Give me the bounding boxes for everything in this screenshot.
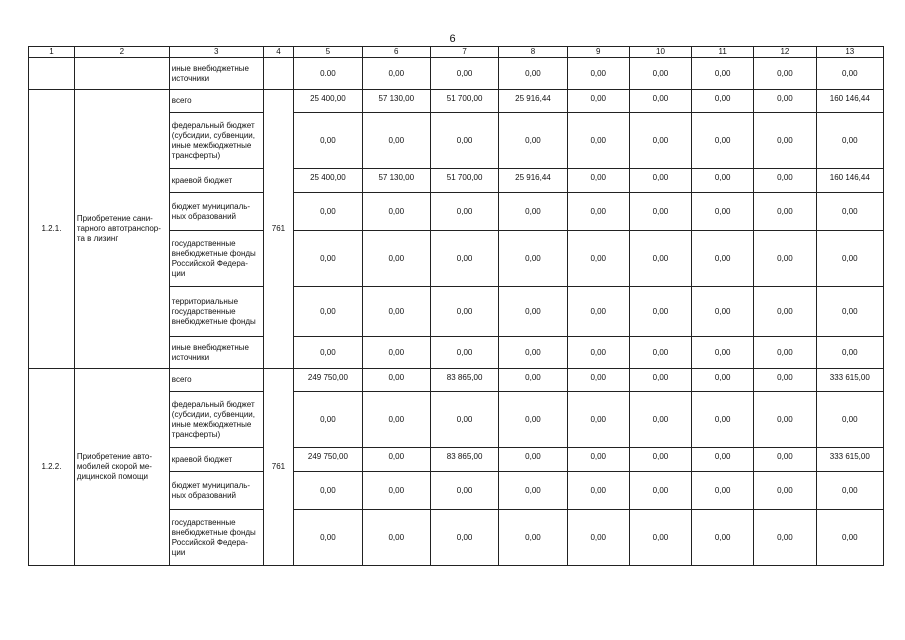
column-number: 1 [29,47,75,58]
amount-cell: 0,00 [754,472,816,510]
amount-cell: 0,00 [754,392,816,448]
column-number: 5 [294,47,362,58]
amount-cell: 0,00 [499,337,567,369]
amount-cell: 333 615,00 [816,369,883,392]
amount-cell: 0,00 [754,369,816,392]
amount-cell: 0,00 [754,231,816,287]
amount-cell: 25 400,00 [294,169,362,193]
amount-cell: 0,00 [692,337,754,369]
amount-cell: 333 615,00 [816,448,883,472]
amount-cell: 249 750,00 [294,369,362,392]
amount-cell: 0,00 [629,58,691,90]
amount-cell: 0,00 [499,369,567,392]
amount-cell: 0,00 [430,58,498,90]
amount-cell: 0,00 [692,472,754,510]
amount-cell: 0,00 [692,510,754,566]
column-number: 8 [499,47,567,58]
amount-cell: 0,00 [816,113,883,169]
amount-cell: 0,00 [692,90,754,113]
amount-cell: 0,00 [294,113,362,169]
amount-cell: 0,00 [362,448,430,472]
amount-cell: 0,00 [816,193,883,231]
amount-cell: 0,00 [816,510,883,566]
amount-cell: 0,00 [499,231,567,287]
amount-cell: 0,00 [754,287,816,337]
amount-cell: 0,00 [692,193,754,231]
amount-cell: 0,00 [362,472,430,510]
amount-cell: 0,00 [567,90,629,113]
amount-cell: 0,00 [499,392,567,448]
column-number: 6 [362,47,430,58]
amount-cell: 0,00 [362,510,430,566]
measure-name: Приобретение авто-мобилей скорой ме-дицинской помощи [74,369,169,566]
amount-cell: 0,00 [754,448,816,472]
amount-cell: 0,00 [629,169,691,193]
funding-source: территориальные государственные внебюджетные фонды [169,287,263,337]
amount-cell: 0,00 [754,193,816,231]
amount-cell: 0,00 [692,287,754,337]
funding-source: иные внебюджетные источники [169,337,263,369]
column-number: 12 [754,47,816,58]
amount-cell: 0,00 [499,113,567,169]
table-row-carry [29,58,884,90]
amount-cell: 0,00 [294,472,362,510]
amount-cell: 0,00 [362,392,430,448]
amount-cell: 0,00 [816,58,883,90]
funding-source: федеральный бюджет (субсидии, субвенции, иные межбюджетные трансферты) [169,392,263,448]
amount-cell: 0,00 [362,113,430,169]
measure-code: 1.2.2. [29,369,75,566]
amount-cell: 51 700,00 [430,169,498,193]
funding-source: всего [169,90,263,113]
amount-cell: 0,00 [816,231,883,287]
amount-cell: 0,00 [629,231,691,287]
budget-table [28,46,884,566]
amount-cell: 0,00 [499,510,567,566]
amount-cell: 0,00 [692,448,754,472]
amount-cell: 83 865,00 [430,369,498,392]
amount-cell: 0,00 [629,193,691,231]
amount-cell: 0,00 [430,231,498,287]
amount-cell: 0,00 [430,287,498,337]
amount-cell: 0,00 [754,90,816,113]
amount-cell: 0,00 [362,58,430,90]
amount-cell: 0,00 [567,510,629,566]
code-cell-empty [29,58,75,90]
amount-cell: 0,00 [692,58,754,90]
column-number: 3 [169,47,263,58]
amount-cell: 0,00 [294,231,362,287]
amount-cell: 0,00 [816,392,883,448]
amount-cell: 0,00 [754,510,816,566]
amount-cell: 0,00 [430,510,498,566]
amount-cell: 25 400,00 [294,90,362,113]
page-number: 6 [449,33,456,45]
amount-cell: 0,00 [567,58,629,90]
funding-source: всего [169,369,263,392]
column-number: 13 [816,47,883,58]
amount-cell: 0,00 [499,193,567,231]
amount-cell: 0,00 [816,472,883,510]
amount-cell: 0,00 [692,113,754,169]
amount-cell: 0,00 [430,113,498,169]
amount-cell: 0,00 [816,337,883,369]
funding-source: бюджет муниципаль-ных образований [169,193,263,231]
column-number: 11 [692,47,754,58]
amount-cell: 0,00 [430,472,498,510]
amount-cell: 0,00 [567,337,629,369]
grbs-code: 761 [263,90,294,369]
amount-cell: 25 916,44 [499,169,567,193]
amount-cell: 83 865,00 [430,448,498,472]
amount-cell: 0,00 [629,113,691,169]
amount-cell: 0,00 [567,169,629,193]
amount-cell: 0,00 [430,193,498,231]
amount-cell: 0,00 [692,231,754,287]
amount-cell: 160 146,44 [816,169,883,193]
amount-cell: 0,00 [754,58,816,90]
amount-cell: 57 130,00 [362,169,430,193]
amount-cell: 51 700,00 [430,90,498,113]
amount-cell: 0,00 [629,448,691,472]
funding-source: иные внебюджетные источники [169,58,263,90]
amount-cell: 0,00 [692,169,754,193]
amount-cell: 0,00 [362,369,430,392]
amount-cell: 57 130,00 [362,90,430,113]
amount-cell: 0,00 [567,287,629,337]
amount-cell: 0,00 [629,472,691,510]
column-number: 7 [430,47,498,58]
measure-code: 1.2.1. [29,90,75,369]
measure-name: Приобретение сани-тарного автотранспор-та в лизинг [74,90,169,369]
funding-source: краевой бюджет [169,169,263,193]
amount-cell: 0,00 [294,287,362,337]
amount-cell: 0,00 [567,369,629,392]
amount-cell: 0,00 [567,472,629,510]
amount-cell: 25 916,44 [499,90,567,113]
amount-cell: 0,00 [294,510,362,566]
funding-source: государственные внебюджетные фонды Российской Федера-ции [169,510,263,566]
amount-cell: 0,00 [567,113,629,169]
amount-cell: 0,00 [567,448,629,472]
amount-cell: 0,00 [294,392,362,448]
amount-cell: 0,00 [499,58,567,90]
grbs-code: 761 [263,369,294,566]
amount-cell: 0,00 [754,113,816,169]
amount-cell: 0,00 [692,392,754,448]
amount-cell: 0,00 [567,392,629,448]
amount-cell: 0,00 [629,337,691,369]
amount-cell: 0,00 [294,337,362,369]
amount-cell: 0,00 [430,337,498,369]
amount-cell: 249 750,00 [294,448,362,472]
amount-cell: 0,00 [754,169,816,193]
amount-cell: 0,00 [629,90,691,113]
grbs-cell-empty [263,58,294,90]
amount-cell: 0,00 [294,193,362,231]
amount-cell: 0,00 [362,337,430,369]
amount-cell: 160 146,44 [816,90,883,113]
table-row [29,90,884,113]
column-number: 9 [567,47,629,58]
column-number: 4 [263,47,294,58]
column-number: 10 [629,47,691,58]
table-row [29,369,884,392]
amount-cell: 0,00 [629,369,691,392]
amount-cell: 0,00 [629,392,691,448]
funding-source: федеральный бюджет (субсидии, субвенции, иные межбюджетные трансферты) [169,113,263,169]
column-number-row [29,47,884,58]
amount-cell: 0,00 [816,287,883,337]
amount-cell: 0,00 [692,369,754,392]
amount-cell: 0,00 [430,392,498,448]
amount-cell: 0,00 [362,193,430,231]
amount-cell: 0.00 [294,58,362,90]
amount-cell: 0,00 [362,231,430,287]
amount-cell: 0,00 [754,337,816,369]
name-cell-empty [74,58,169,90]
amount-cell: 0,00 [629,510,691,566]
column-number: 2 [74,47,169,58]
amount-cell: 0,00 [629,287,691,337]
amount-cell: 0,00 [499,448,567,472]
amount-cell: 0,00 [362,287,430,337]
amount-cell: 0,00 [567,231,629,287]
amount-cell: 0,00 [499,472,567,510]
amount-cell: 0,00 [499,287,567,337]
funding-source: бюджет муниципаль-ных образований [169,472,263,510]
amount-cell: 0,00 [567,193,629,231]
funding-source: краевой бюджет [169,448,263,472]
funding-source: государственные внебюджетные фонды Российской Федера-ции [169,231,263,287]
